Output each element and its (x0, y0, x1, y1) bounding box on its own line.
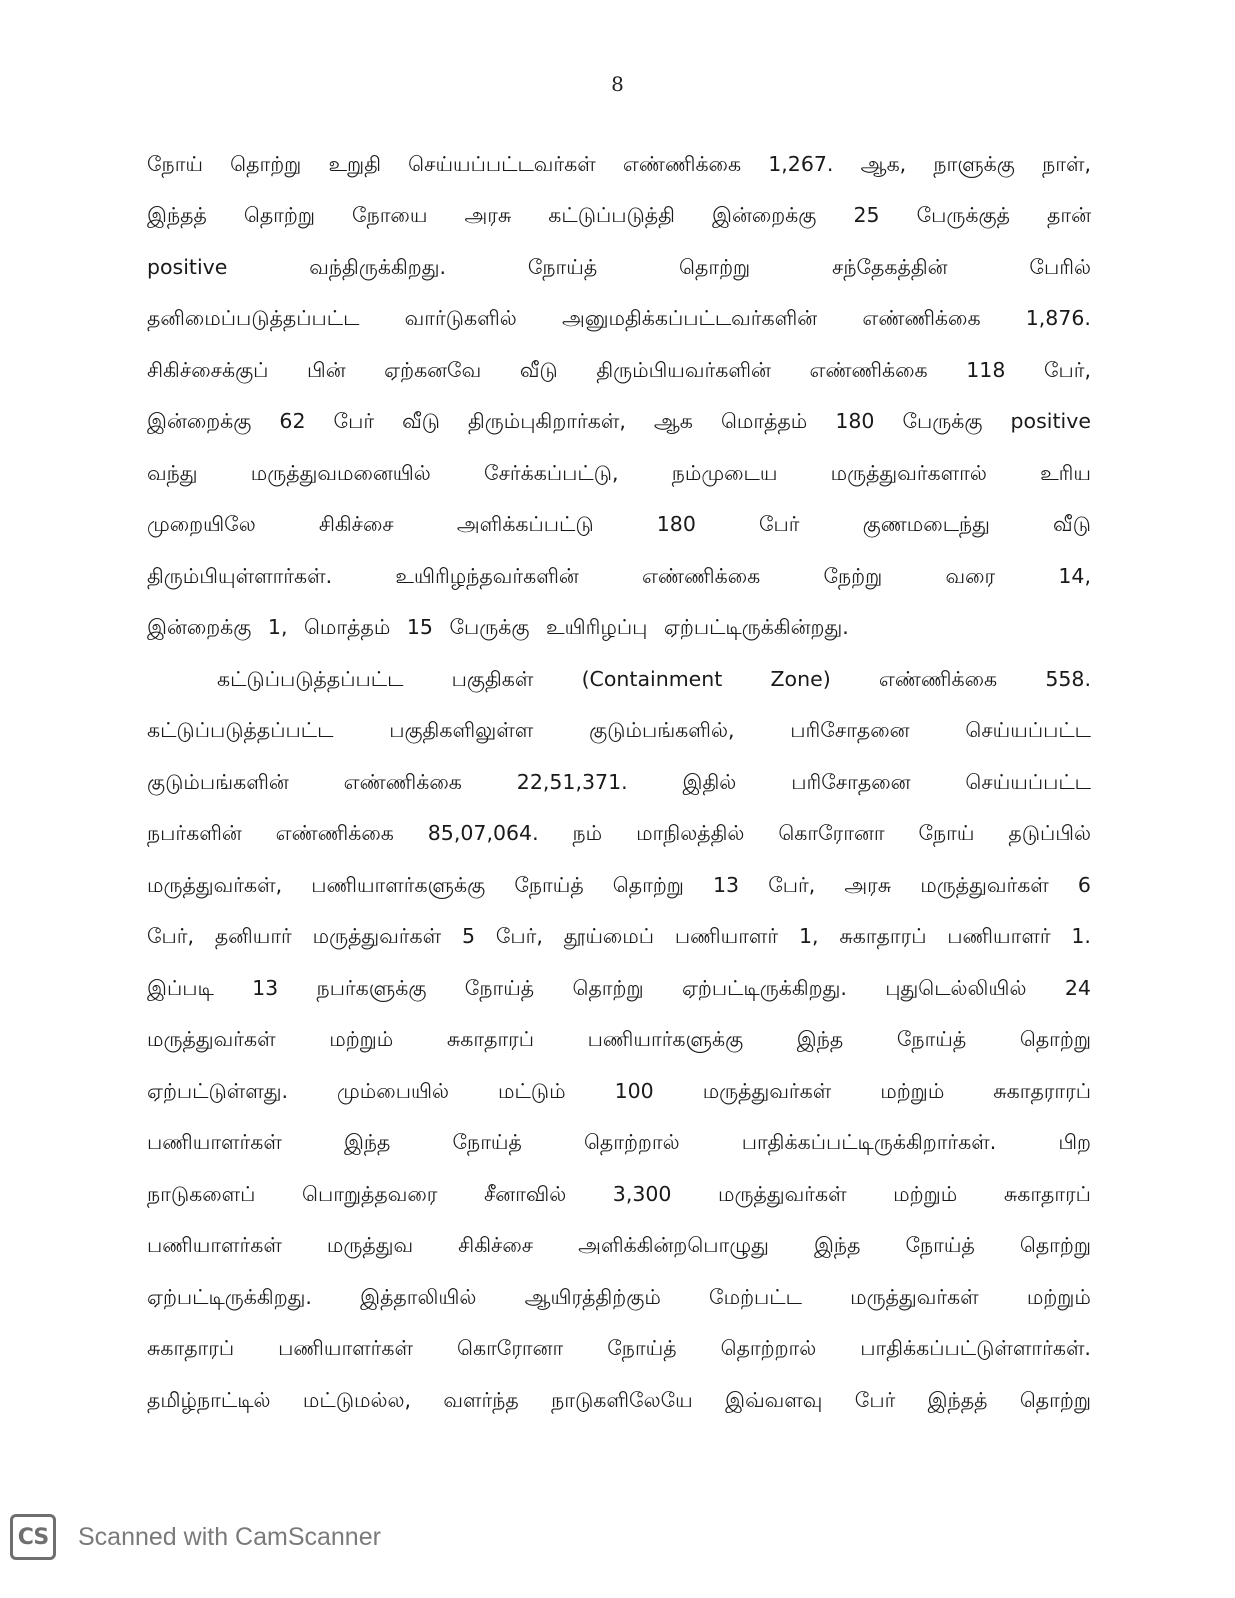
text-line: இன்றைக்கு 62 பேர் வீடு திரும்புகிறார்கள், ஆக மொத்தம் 180 பேருக்கு positive (147, 409, 1091, 434)
text-line: சிகிச்சைக்குப் பின் ஏற்கனவே வீடு திரும்பியவர்களின் எண்ணிக்கை 118 பேர், (147, 357, 1091, 382)
text-line: மருத்துவர்கள் மற்றும் சுகாதாரப் பணியார்களுக்கு இந்த நோய்த் தொற்று (147, 1027, 1091, 1052)
text-line: குடும்பங்களின் எண்ணிக்கை 22,51,371. இதில் பரிசோதனை செய்யப்பட்ட (147, 769, 1091, 794)
text-line: சுகாதாரப் பணியாளர்கள் கொரோனா நோய்த் தொற்றால் பாதிக்கப்பட்டுள்ளார்கள். (147, 1336, 1091, 1361)
text-line: திரும்பியுள்ளார்கள். உயிரிழந்தவர்களின் எண்ணிக்கை நேற்று வரை 14, (147, 563, 1091, 588)
text-line: கட்டுப்படுத்தப்பட்ட பகுதிகள் (Containment Zone) எண்ணிக்கை 558. (217, 666, 1091, 691)
text-line: நோய் தொற்று உறுதி செய்யப்பட்டவர்கள் எண்ணிக்கை 1,267. ஆக, நாளுக்கு நாள், (147, 151, 1091, 176)
paragraph (147, 653, 1091, 1426)
page-number: 8 (611, 72, 624, 96)
watermark-text: Scanned with CamScanner (78, 1522, 381, 1551)
text-line: மருத்துவர்கள், பணியாளர்களுக்கு நோய்த் தொற்று 13 பேர், அரசு மருத்துவர்கள் 6 (147, 872, 1091, 897)
text-line: தமிழ்நாட்டில் மட்டுமல்ல, வளர்ந்த நாடுகளிலேயே இவ்வளவு பேர் இந்தத் தொற்று (147, 1387, 1091, 1412)
text-line: இன்றைக்கு 1, மொத்தம் 15 பேருக்கு உயிரிழப்பு ஏற்பட்டிருக்கின்றது. (147, 615, 849, 640)
text-line: பேர், தனியார் மருத்துவர்கள் 5 பேர், தூய்மைப் பணியாளர் 1, சுகாதாரப் பணியாளர் 1. (147, 924, 1091, 949)
text-line: இப்படி 13 நபர்களுக்கு நோய்த் தொற்று ஏற்பட்டிருக்கிறது. புதுடெல்லியில் 24 (147, 975, 1091, 1000)
text-line: ஏற்பட்டிருக்கிறது. இத்தாலியில் ஆயிரத்திற்கும் மேற்பட்ட மருத்துவர்கள் மற்றும் (147, 1284, 1091, 1309)
text-line: தனிமைப்படுத்தப்பட்ட வார்டுகளில் அனுமதிக்கப்பட்டவர்களின் எண்ணிக்கை 1,876. (147, 306, 1091, 331)
text-line: நபர்களின் எண்ணிக்கை 85,07,064. நம் மாநிலத்தில் கொரோனா நோய் தடுப்பில் (147, 821, 1091, 846)
text-line: பணியாளர்கள் இந்த நோய்த் தொற்றால் பாதிக்கப்பட்டிருக்கிறார்கள். பிற (147, 1130, 1091, 1155)
body-text (147, 138, 1091, 1426)
text-line: பணியாளர்கள் மருத்துவ சிகிச்சை அளிக்கின்றபொழுது இந்த நோய்த் தொற்று (147, 1233, 1091, 1258)
camscanner-watermark (10, 1512, 381, 1562)
text-line: வந்து மருத்துவமனையில் சேர்க்கப்பட்டு, நம்முடைய மருத்துவர்களால் உரிய (147, 460, 1091, 485)
text-line: நாடுகளைப் பொறுத்தவரை சீனாவில் 3,300 மருத்துவர்கள் மற்றும் சுகாதாரப் (147, 1181, 1091, 1206)
camscanner-logo-icon: CS (10, 1514, 56, 1560)
text-line: ஏற்பட்டுள்ளது. மும்பையில் மட்டும் 100 மருத்துவர்கள் மற்றும் சுகாதராரப் (147, 1078, 1091, 1103)
text-line: கட்டுப்படுத்தப்பட்ட பகுதிகளிலுள்ள குடும்பங்களில், பரிசோதனை செய்யப்பட்ட (147, 718, 1091, 743)
paragraph (147, 138, 1091, 653)
text-line: இந்தத் தொற்று நோயை அரசு கட்டுப்படுத்தி இன்றைக்கு 25 பேருக்குத் தான் (147, 203, 1091, 228)
text-line: முறையிலே சிகிச்சை அளிக்கப்பட்டு 180 பேர் குணமடைந்து வீடு (147, 512, 1091, 537)
text-line: positive வந்திருக்கிறது. நோய்த் தொற்று சந்தேகத்தின் பேரில் (147, 254, 1091, 279)
